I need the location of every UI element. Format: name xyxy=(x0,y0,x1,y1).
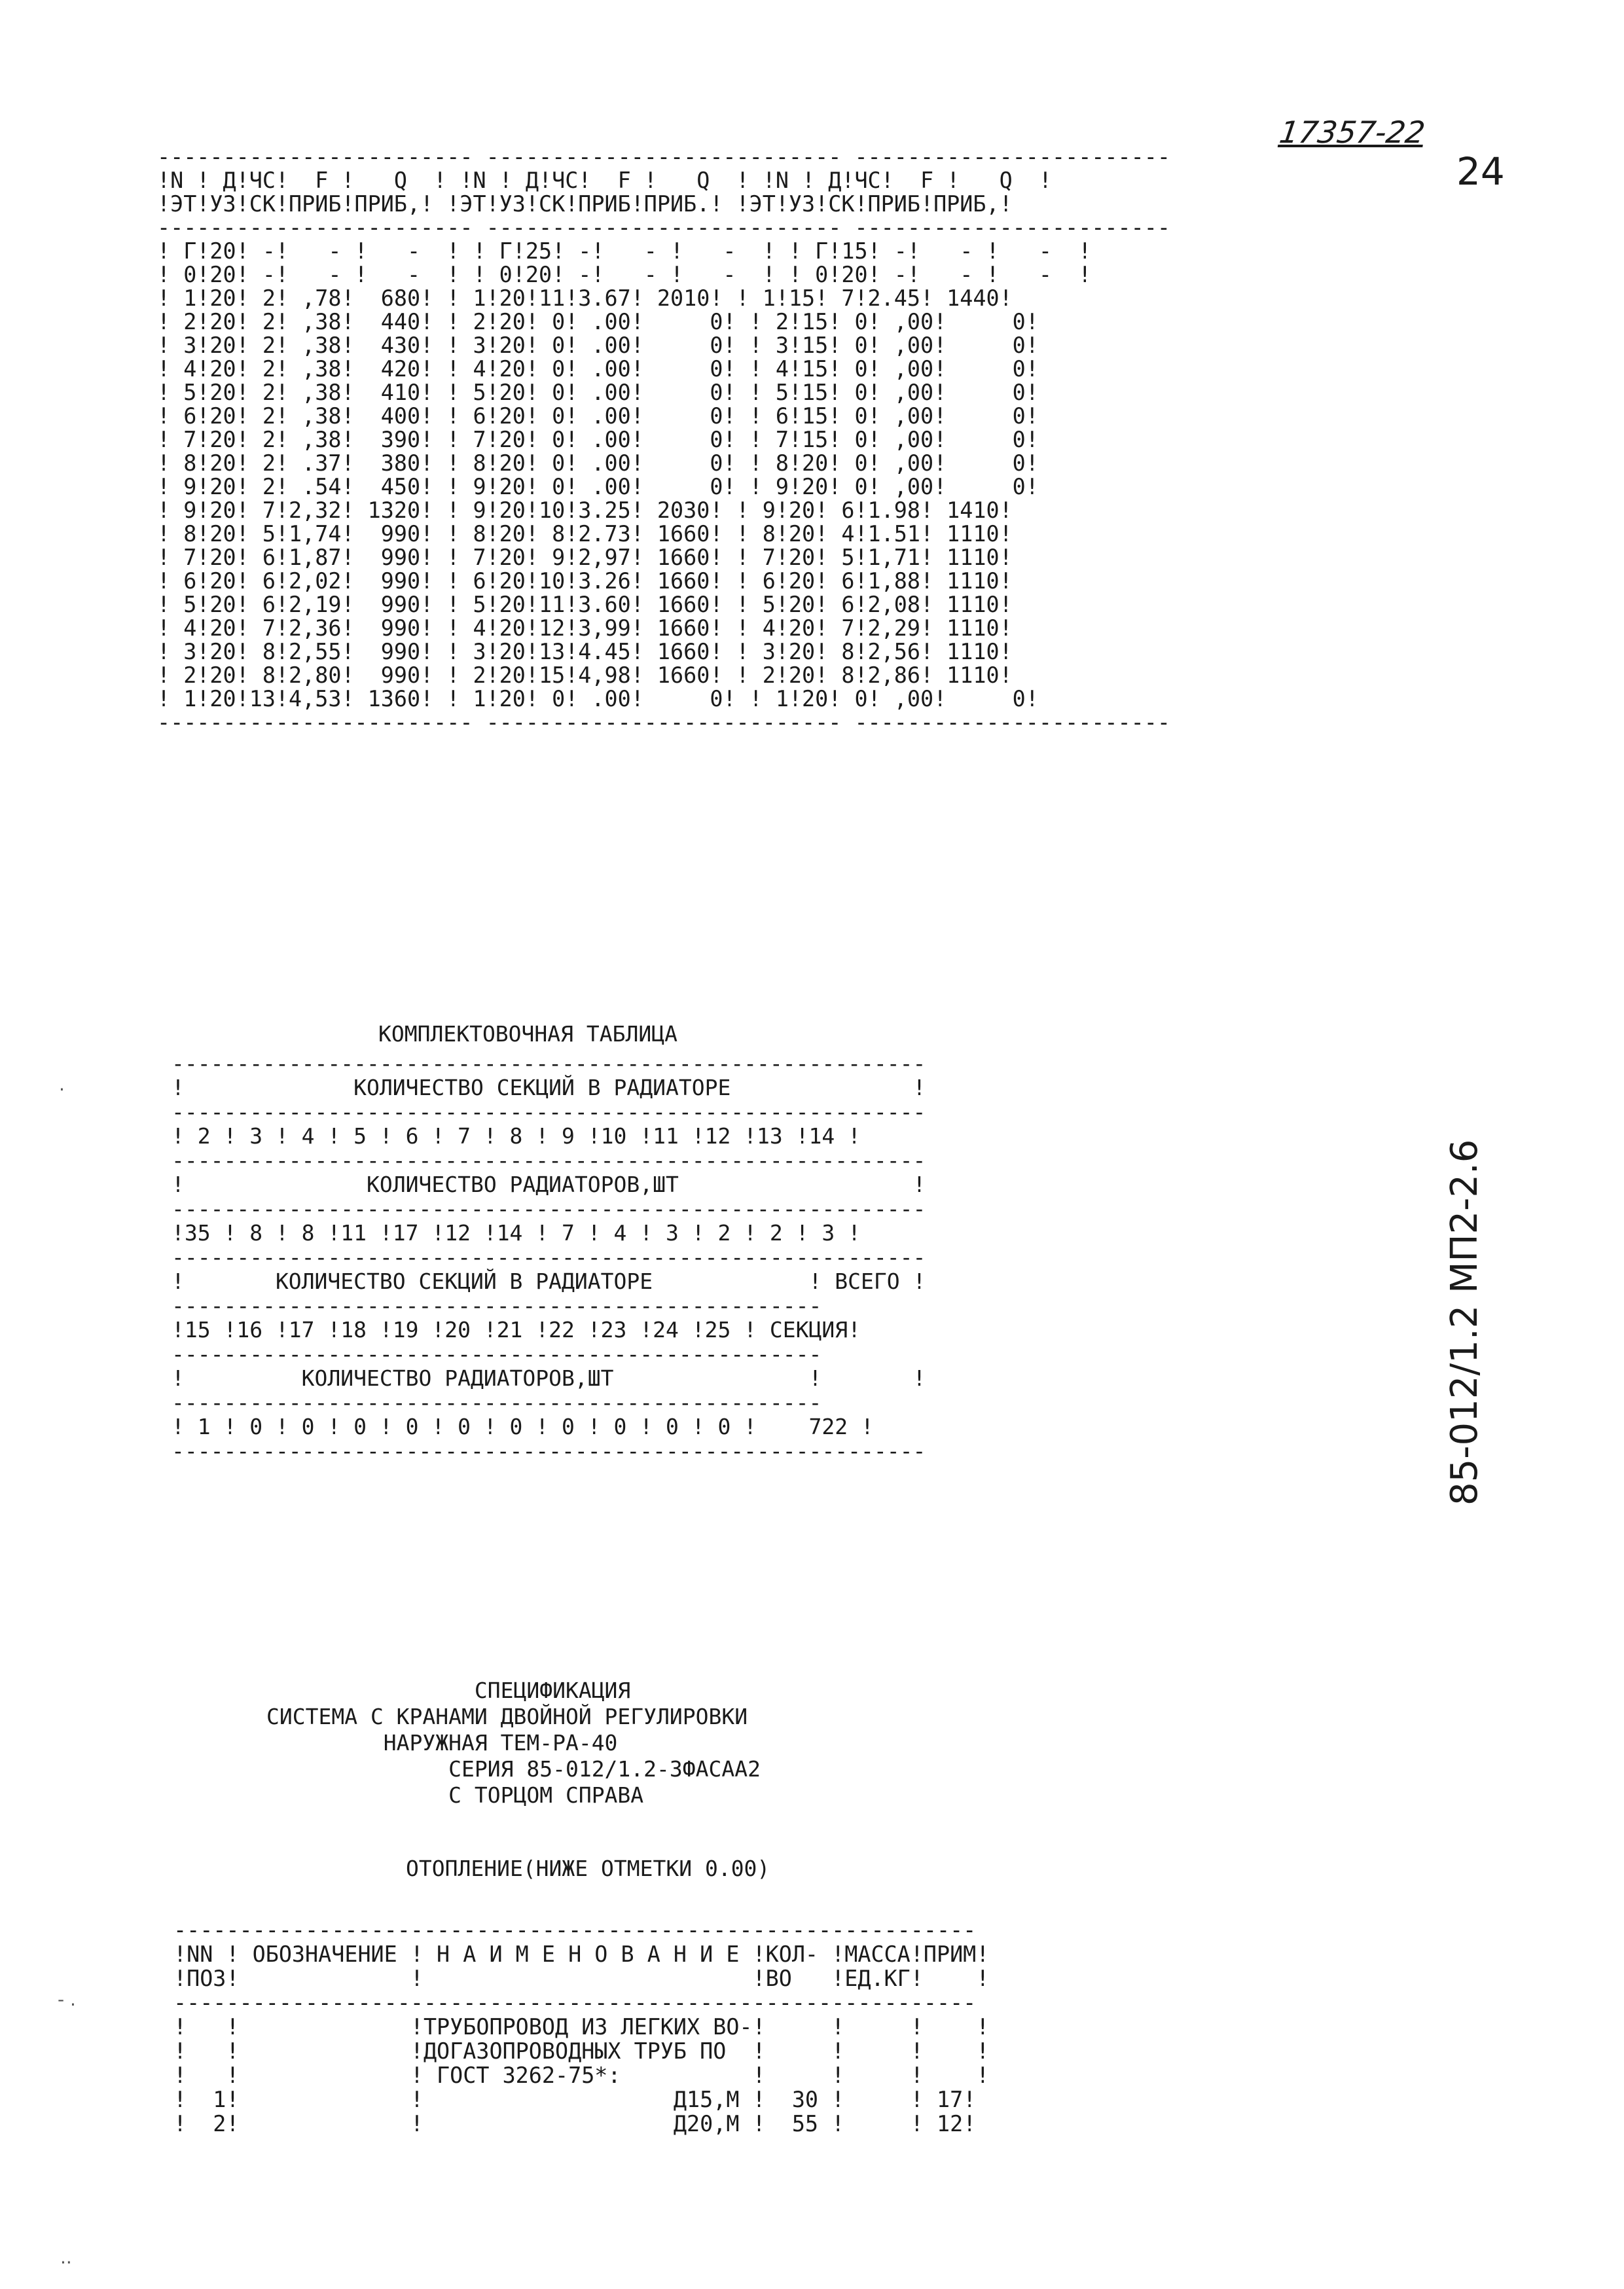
series-stamp: 85-012/1.2 МП2-2.6 xyxy=(1443,1139,1486,1505)
table-row: ------------------------------------------------------------- xyxy=(173,1917,977,1943)
table-row: !ПОЗ! ! !ВО !ЕД.КГ! ! xyxy=(173,1966,990,1991)
table-row: ! 9!20! 7!2,32! 1320! ! 9!20!10!3.25! 2030! ! 9!20! 6!1.98! 1410! xyxy=(157,497,1013,523)
title-line: СИСТЕМА С КРАНАМИ ДВОЙНОЙ РЕГУЛИРОВКИ xyxy=(266,1704,748,1729)
table-row: ! 5!20! 6!2,19! 990! ! 5!20!11!3.60! 1660! ! 5!20! 6!2,08! 1110! xyxy=(157,592,1013,617)
table-row: ---------------------------------------------------------- xyxy=(171,1099,926,1125)
table-row: -------------------------------------------------- xyxy=(171,1293,822,1318)
table-row: ---------------------------------------------------------- xyxy=(171,1147,926,1173)
table-row: ! ! !ТРУБОПРОВОД ИЗ ЛЕГКИХ ВО-! ! ! ! xyxy=(173,2014,990,2040)
table-row: ! 7!20! 2! ,38! 390! ! 7!20! 0! .00! 0! ! 7!15! 0! ,00! 0! xyxy=(157,427,1039,452)
table-row: -------------------------------------------------- xyxy=(171,1390,822,1415)
table-row: !35 ! 8 ! 8 !11 !17 !12 !14 ! 7 ! 4 ! 3 ! 2 ! 2 ! 3 ! xyxy=(171,1220,861,1246)
table-row: ------------------------ --------------------------- ------------------------ xyxy=(157,710,1170,735)
table-row: ! 0!20! -! - ! - ! ! 0!20! -! - ! - ! ! 0!20! -! - ! - ! xyxy=(157,262,1092,287)
table-row: ! 2 ! 3 ! 4 ! 5 ! 6 ! 7 ! 8 ! 9 !10 !11 !12 !13 !14 ! xyxy=(171,1123,861,1149)
table-row: ! 9!20! 2! .54! 450! ! 9!20! 0! .00! 0! ! 9!20! 0! ,00! 0! xyxy=(157,474,1039,499)
table-row: ! 2! ! Д20,М ! 55 ! ! 12! xyxy=(173,2111,977,2136)
table-row: ! 8!20! 5!1,74! 990! ! 8!20! 8!2.73! 1660! ! 8!20! 4!1.51! 1110! xyxy=(157,521,1013,547)
table-row: !NN ! ОБОЗНАЧЕНИЕ ! Н А И М Е Н О В А Н И Е !КОЛ- !МАССА!ПРИМ! xyxy=(173,1941,990,1967)
table-row: ! 6!20! 2! ,38! 400! ! 6!20! 0! .00! 0! ! 6!15! 0! ,00! 0! xyxy=(157,403,1039,429)
table-row: !ЭТ!УЗ!СК!ПРИБ!ПРИБ,! !ЭТ!УЗ!СК!ПРИБ!ПРИБ.! !ЭТ!УЗ!СК!ПРИБ!ПРИБ,! xyxy=(157,191,1013,217)
table-row: ! 3!20! 2! ,38! 430! ! 3!20! 0! .00! 0! ! 3!15! 0! ,00! 0! xyxy=(157,333,1039,358)
table-row: ! ! ! ГОСТ 3262-75*: ! ! ! ! xyxy=(173,2063,990,2088)
table-row: ---------------------------------------------------------- xyxy=(171,1244,926,1270)
table-row: ! ! !ДОГАЗОПРОВОДНЫХ ТРУБ ПО ! ! ! ! xyxy=(173,2038,990,2064)
table-row: ! 7!20! 6!1,87! 990! ! 7!20! 9!2,97! 1660! ! 7!20! 5!1,71! 1110! xyxy=(157,545,1013,570)
floor-heating-table xyxy=(157,145,1170,734)
table-row: ! КОЛИЧЕСТВО СЕКЦИЙ В РАДИАТОРЕ ! ВСЕГО ! xyxy=(171,1269,926,1294)
table-row: ! 5!20! 2! ,38! 410! ! 5!20! 0! .00! 0! ! 5!15! 0! ,00! 0! xyxy=(157,380,1039,405)
table-row: ------------------------------------------------------------- xyxy=(173,1990,977,2015)
table-row: !N ! Д!ЧС! F ! Q ! !N ! Д!ЧС! F ! Q ! !N ! Д!ЧС! F ! Q ! xyxy=(157,168,1052,193)
scan-speck: · xyxy=(59,1079,65,1100)
scan-speck: - . xyxy=(58,1989,76,2010)
page-number: 24 xyxy=(1456,149,1505,194)
table-row: ! Г!20! -! - ! - ! ! Г!25! -! - ! - ! ! Г!15! -! - ! - ! xyxy=(157,238,1092,264)
kit-table xyxy=(171,1051,926,1463)
table-row: ! 2!20! 8!2,80! 990! ! 2!20!15!4,98! 1660! ! 2!20! 8!2,86! 1110! xyxy=(157,662,1013,688)
title-line: СПЕЦИФИКАЦИЯ xyxy=(266,1678,631,1703)
table-row: ! КОЛИЧЕСТВО РАДИАТОРОВ,ШТ ! xyxy=(171,1172,926,1197)
table-row: ! КОЛИЧЕСТВО РАДИАТОРОВ,ШТ ! ! xyxy=(171,1365,926,1391)
table-row: ! 1 ! 0 ! 0 ! 0 ! 0 ! 0 ! 0 ! 0 ! 0 ! 0 ! 0 ! 722 ! xyxy=(171,1414,874,1439)
specification-table xyxy=(173,1918,989,2136)
table-row: ! 4!20! 2! ,38! 420! ! 4!20! 0! .00! 0! ! 4!15! 0! ,00! 0! xyxy=(157,356,1039,382)
table-row: ! 4!20! 7!2,36! 990! ! 4!20!12!3,99! 1660! ! 4!20! 7!2,29! 1110! xyxy=(157,615,1013,641)
table-row: ! 3!20! 8!2,55! 990! ! 3!20!13!4.45! 1660! ! 3!20! 8!2,56! 1110! xyxy=(157,639,1013,664)
table-row: ---------------------------------------------------------- xyxy=(171,1051,926,1076)
title-line: С ТОРЦОМ СПРАВА xyxy=(266,1782,644,1808)
document-number: 17357-22 xyxy=(1277,115,1428,150)
table-row: ------------------------ --------------------------- ------------------------ xyxy=(157,215,1170,240)
table-row: -------------------------------------------------- xyxy=(171,1341,822,1367)
table-row: ! КОЛИЧЕСТВО СЕКЦИЙ В РАДИАТОРЕ ! xyxy=(171,1075,926,1100)
table-row: ! 1! ! Д15,М ! 30 ! ! 17! xyxy=(173,2087,977,2112)
table-row: !15 !16 !17 !18 !19 !20 !21 !22 !23 !24 !25 ! СЕКЦИЯ! xyxy=(171,1317,861,1343)
table-row: ! 8!20! 2! .37! 380! ! 8!20! 0! .00! 0! ! 8!20! 0! ,00! 0! xyxy=(157,450,1039,476)
table-row: ! 2!20! 2! ,38! 440! ! 2!20! 0! .00! 0! ! 2!15! 0! ,00! 0! xyxy=(157,309,1039,334)
specification-title xyxy=(266,1678,761,1809)
table-row: ! 1!20!13!4,53! 1360! ! 1!20! 0! .00! 0! ! 1!20! 0! ,00! 0! xyxy=(157,686,1039,712)
table-row: ! 1!20! 2! ,78! 680! ! 1!20!11!3.67! 2010! ! 1!15! 7!2.45! 1440! xyxy=(157,285,1013,311)
table-row: ! 6!20! 6!2,02! 990! ! 6!20!10!3.26! 1660! ! 6!20! 6!1,88! 1110! xyxy=(157,568,1013,594)
specification-subtitle: ОТОПЛЕНИЕ(НИЖЕ ОТМЕТКИ 0.00) xyxy=(406,1856,770,1881)
title-line: НАРУЖНАЯ ТЕМ-РА-40 xyxy=(266,1730,618,1756)
table-row: ---------------------------------------------------------- xyxy=(171,1438,926,1464)
scan-speck: .. xyxy=(60,2246,72,2268)
table-row: ------------------------ --------------------------- ------------------------ xyxy=(157,144,1170,170)
kit-table-title: КОМПЛЕКТОВОЧНАЯ ТАБЛИЦА xyxy=(378,1021,677,1047)
title-line: СЕРИЯ 85-012/1.2-3ФАСАА2 xyxy=(266,1756,761,1782)
table-row: ---------------------------------------------------------- xyxy=(171,1196,926,1221)
